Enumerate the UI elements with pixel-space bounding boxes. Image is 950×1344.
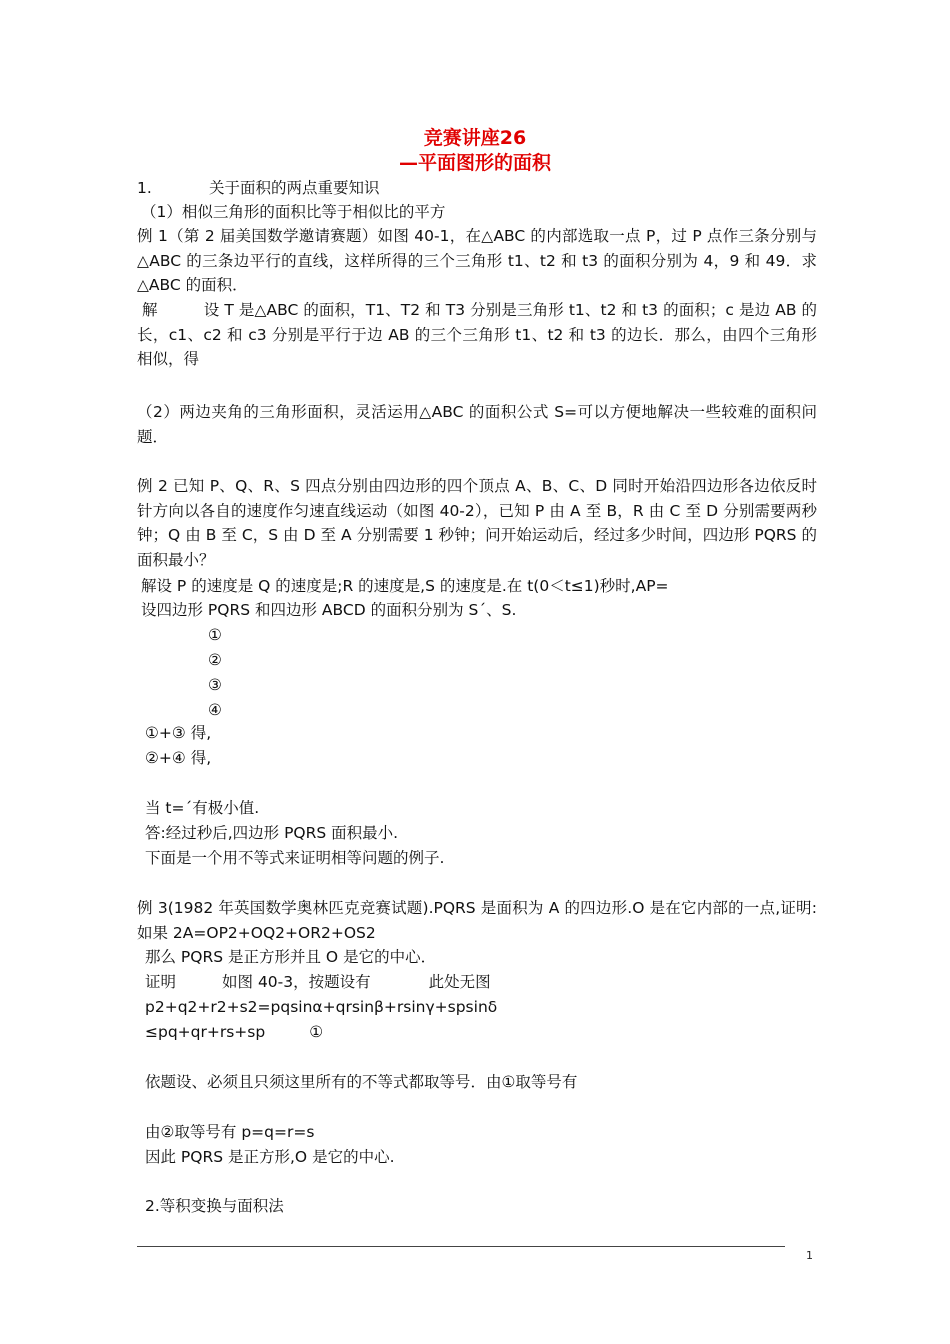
example-1: 例 1（第 2 届美国数学邀请赛题）如图 40-1，在△ABC 的内部选取一点 P，过 P 点作三条分别与△ABC 的三条边平行的直线，这样所得的三个三角形 t1、t2 和 t3 的面积分别为 4，9 和 49．求△ABC 的面积． <box>137 227 817 294</box>
title-line-2: —平面图形的面积 <box>398 152 551 174</box>
point-2: （2）两边夹角的三角形面积，灵活运用△ABC 的面积公式 S=可以方便地解决一些较难的面积问题． <box>137 403 817 446</box>
equation-1: p2+q2+r2+s2=pqsinα+qrsinβ+rsinγ+spsinδ <box>145 998 498 1016</box>
equation-2-text: ≤pq+qr+rs+sp <box>145 1023 266 1041</box>
solution-2-line-1: 解设 P 的速度是 Q 的速度是;R 的速度是,S 的速度是.在 t(0＜t≤1)秒时,AP= <box>141 577 669 595</box>
equation-2-mark: ① <box>309 1023 324 1041</box>
solution-1 <box>137 298 817 372</box>
equation-mark-3: ③ <box>208 676 222 694</box>
section-heading-text: 关于面积的两点重要知识 <box>209 179 380 197</box>
example-2: 例 2 已知 P、Q、R、S 四点分别由四边形的四个顶点 A、B、C、D 同时开始沿四边形各边依反时针方向以各自的速度作匀速直线运动（如图 40-2），已知 P 由 A 至 B，R 由 C 至 D 分别需要两秒钟；Q 由 B 至 C，S 由 D 至 A 分别需要 1 秒钟；问开始运动后，经过多少时间，四边形 PQRS 的面积最小？ <box>137 477 817 569</box>
transition-text: 下面是一个用不等式来证明相等问题的例子. <box>145 849 445 867</box>
section-number: 1. <box>137 179 152 197</box>
solution-lead: 解 <box>142 301 158 319</box>
proof-text: 如图 40-3，按题设有 <box>222 973 371 991</box>
footer-divider <box>137 1246 785 1247</box>
answer-2: 答:经过秒后,四边形 PQRS 面积最小. <box>145 824 399 842</box>
sum-2-4: ②+④ 得, <box>145 749 212 767</box>
sum-1-3: ①+③ 得, <box>145 724 212 742</box>
equation-2 <box>145 1020 323 1044</box>
section-2-heading: 2.等积变换与面积法 <box>145 1197 284 1215</box>
conclusion-text: 因此 PQRS 是正方形,O 是它的中心. <box>145 1148 395 1166</box>
proof-lead: 证明 <box>145 973 177 991</box>
solution-text: 设 T 是△ABC 的面积，T1、T2 和 T3 分别是三角形 t1、t2 和 t3 的面积；c 是边 AB 的长，c1、c2 和 c3 分别是平行于边 AB 的三个三角形 t1、t2 和 t3 的边长．那么，由四个三角形相似，得 <box>137 301 817 368</box>
example-3-line-2: 那么 PQRS 是正方形并且 O 是它的中心． <box>145 948 437 966</box>
condition-text: 依题设、必须且只须这里所有的不等式都取等号．由①取等号有 <box>145 1073 578 1091</box>
equation-mark-1: ① <box>208 626 222 644</box>
proof-line <box>145 970 491 994</box>
solution-2-line-2: 设四边形 PQRS 和四边形 ABCD 的面积分别为 S´、S. <box>141 601 517 619</box>
point-1: （1）相似三角形的面积比等于相似比的平方 <box>141 203 446 221</box>
title-line-1: 竞赛讲座26 <box>423 127 527 149</box>
page-number: 1 <box>806 1249 813 1262</box>
equation-mark-2: ② <box>208 651 222 669</box>
equation-mark-4: ④ <box>208 701 222 719</box>
no-figure-note: 此处无图 <box>428 973 491 991</box>
condition-text-2: 由②取等号有 p=q=r=s <box>145 1123 315 1141</box>
minimum-statement: 当 t=´有极小值. <box>145 799 260 817</box>
example-3: 例 3(1982 年英国数学奥林匹克竞赛试题).PQRS 是面积为 A 的四边形.O 是在它内部的一点,证明:如果 2A=OP2+OQ2+OR2+OS2 <box>137 899 817 942</box>
section-1-heading <box>137 176 380 200</box>
